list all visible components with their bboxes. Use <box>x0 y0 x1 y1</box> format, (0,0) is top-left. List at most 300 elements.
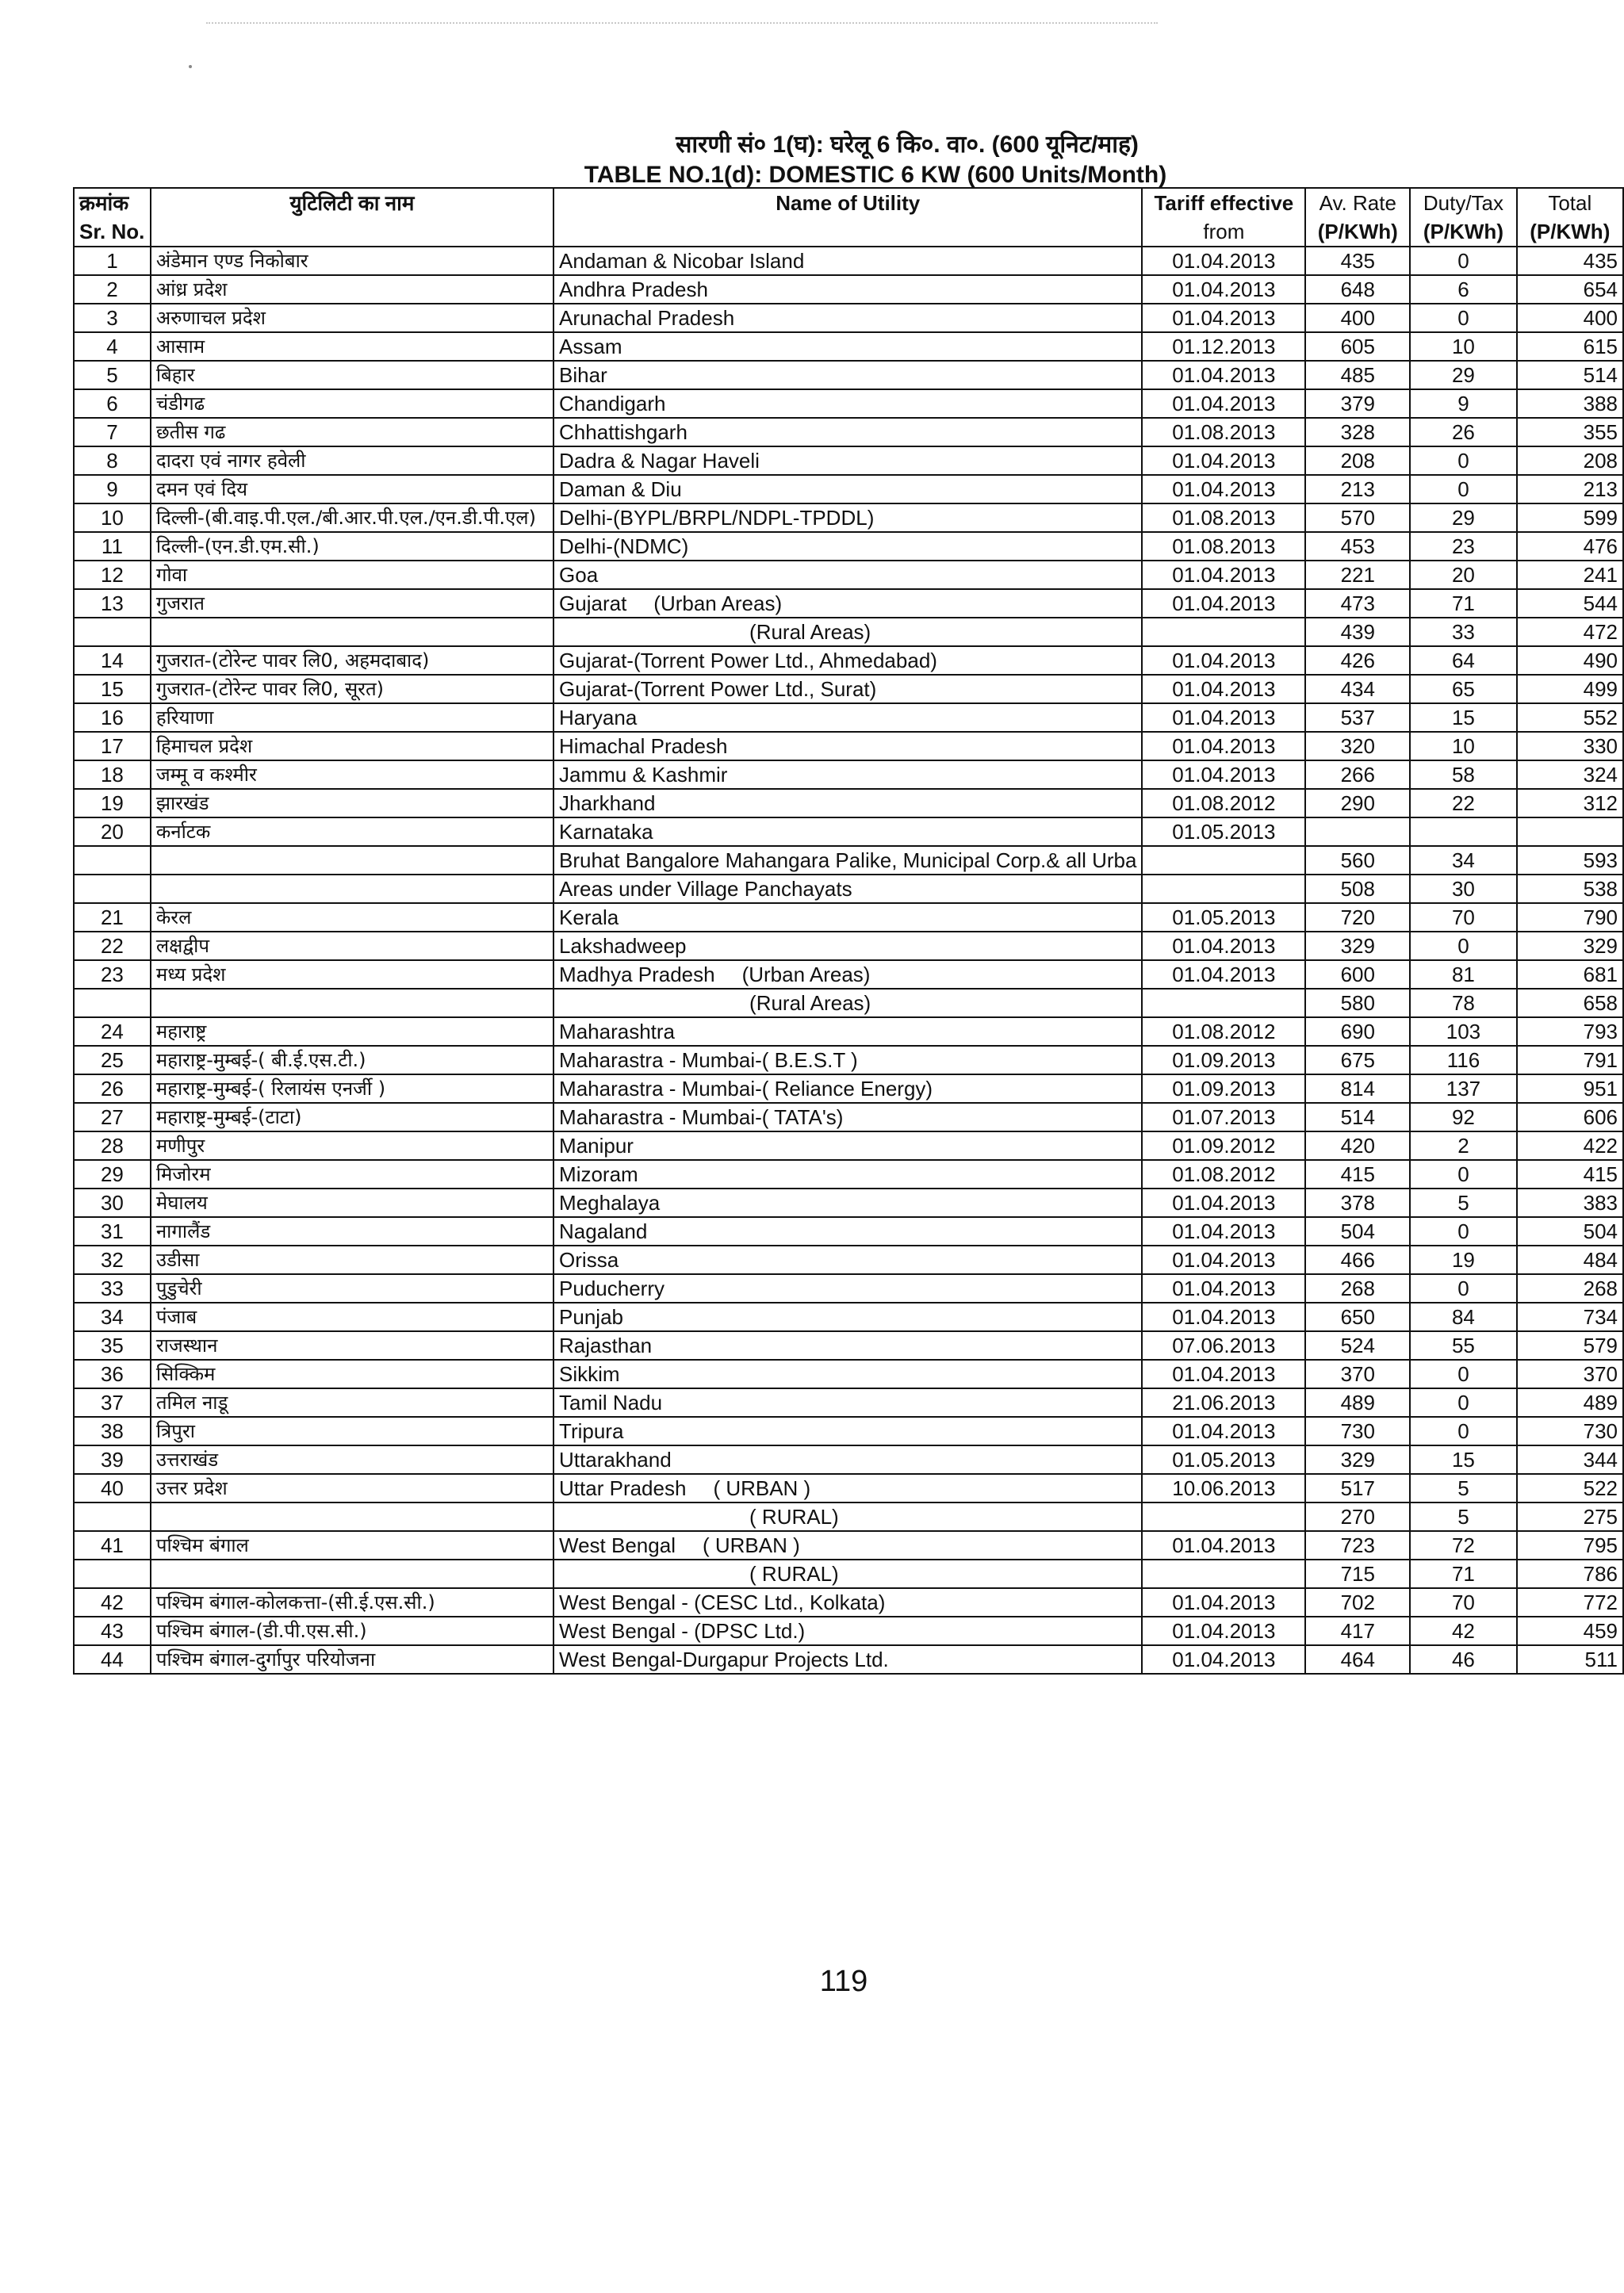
utility-english-name: Karnataka <box>559 820 653 844</box>
cell-utility-english <box>553 1445 1142 1474</box>
table-row <box>74 618 1623 646</box>
cell-utility-hindi: नागालैंड <box>151 1217 553 1246</box>
cell-av-rate: 378 <box>1305 1189 1410 1217</box>
cell-sr-no: 6 <box>74 389 151 418</box>
cell-total: 499 <box>1517 675 1623 703</box>
utility-english-name: Gujarat <box>559 591 627 615</box>
cell-total: 459 <box>1517 1617 1623 1645</box>
cell-av-rate: 453 <box>1305 532 1410 561</box>
cell-av-rate: 320 <box>1305 732 1410 760</box>
cell-duty-tax: 64 <box>1410 646 1516 675</box>
cell-duty-tax: 71 <box>1410 589 1516 618</box>
table-row <box>74 760 1623 789</box>
cell-av-rate: 426 <box>1305 646 1410 675</box>
cell-sr-no: 42 <box>74 1588 151 1617</box>
cell-total: 654 <box>1517 275 1623 304</box>
cell-sr-no: 26 <box>74 1074 151 1103</box>
table-row <box>74 1388 1623 1417</box>
cell-utility-hindi: सिक्किम <box>151 1360 553 1388</box>
cell-duty-tax: 5 <box>1410 1503 1516 1531</box>
utility-english-name: Tamil Nadu <box>559 1391 663 1414</box>
cell-av-rate: 400 <box>1305 304 1410 332</box>
cell-utility-hindi <box>151 618 553 646</box>
cell-duty-tax: 23 <box>1410 532 1516 561</box>
cell-duty-tax: 0 <box>1410 932 1516 960</box>
cell-duty-tax: 26 <box>1410 418 1516 446</box>
cell-total: 400 <box>1517 304 1623 332</box>
cell-duty-tax: 0 <box>1410 475 1516 503</box>
cell-utility-hindi: हिमाचल प्रदेश <box>151 732 553 760</box>
cell-utility-hindi: उडीसा <box>151 1246 553 1274</box>
utility-english-name: Delhi-(NDMC) <box>559 534 689 558</box>
cell-duty-tax: 29 <box>1410 361 1516 389</box>
cell-utility-hindi: पश्चिम बंगाल <box>151 1531 553 1560</box>
cell-tariff-date: 01.09.2012 <box>1142 1131 1305 1160</box>
cell-duty-tax: 6 <box>1410 275 1516 304</box>
cell-sr-no: 34 <box>74 1303 151 1331</box>
cell-sr-no: 16 <box>74 703 151 732</box>
utility-english-name: Delhi-(BYPL/BRPL/NDPL-TPDDL) <box>559 506 875 530</box>
cell-av-rate: 508 <box>1305 875 1410 903</box>
utility-english-name: Uttarakhand <box>559 1448 672 1472</box>
cell-duty-tax: 0 <box>1410 1217 1516 1246</box>
cell-utility-hindi: आसाम <box>151 332 553 361</box>
cell-utility-hindi <box>151 1560 553 1588</box>
cell-sr-no: 13 <box>74 589 151 618</box>
cell-utility-english <box>553 1503 1142 1531</box>
cell-duty-tax: 0 <box>1410 1360 1516 1388</box>
cell-av-rate: 370 <box>1305 1360 1410 1388</box>
cell-tariff-date: 21.06.2013 <box>1142 1388 1305 1417</box>
cell-total: 324 <box>1517 760 1623 789</box>
header-total-line1: Total <box>1548 191 1592 215</box>
cell-utility-hindi: मणीपुर <box>151 1131 553 1160</box>
cell-utility-hindi <box>151 846 553 875</box>
cell-tariff-date: 01.04.2013 <box>1142 1217 1305 1246</box>
cell-utility-english <box>553 1360 1142 1388</box>
cell-utility-hindi: दमन एवं दिय <box>151 475 553 503</box>
cell-utility-hindi: गुजरात-(टोरेन्ट पावर लि0, अहमदाबाद) <box>151 646 553 675</box>
cell-av-rate <box>1305 817 1410 846</box>
cell-tariff-date: 01.08.2012 <box>1142 1017 1305 1046</box>
cell-sr-no: 40 <box>74 1474 151 1503</box>
table-row <box>74 275 1623 304</box>
cell-sr-no: 4 <box>74 332 151 361</box>
cell-utility-english <box>553 903 1142 932</box>
cell-duty-tax: 9 <box>1410 389 1516 418</box>
cell-sr-no: 27 <box>74 1103 151 1131</box>
cell-utility-hindi <box>151 875 553 903</box>
cell-av-rate: 485 <box>1305 361 1410 389</box>
utility-english-name: Bihar <box>559 363 607 387</box>
cell-total: 658 <box>1517 989 1623 1017</box>
utility-area-qualifier: (Rural Areas) <box>749 991 871 1015</box>
cell-tariff-date: 01.04.2013 <box>1142 1531 1305 1560</box>
cell-utility-english <box>553 760 1142 789</box>
utility-english-name: Meghalaya <box>559 1191 661 1215</box>
cell-duty-tax: 81 <box>1410 960 1516 989</box>
cell-total: 772 <box>1517 1588 1623 1617</box>
cell-sr-no <box>74 846 151 875</box>
cell-duty-tax: 70 <box>1410 903 1516 932</box>
cell-tariff-date: 01.04.2013 <box>1142 960 1305 989</box>
scan-artifact-line <box>206 22 1158 25</box>
cell-utility-hindi: दिल्ली-(बी.वाइ.पी.एल./बी.आर.पी.एल./एन.डी.पी.एल) <box>151 503 553 532</box>
cell-utility-english <box>553 1417 1142 1445</box>
cell-sr-no: 3 <box>74 304 151 332</box>
utility-area-qualifier: (Urban Areas) <box>741 963 871 986</box>
cell-av-rate: 489 <box>1305 1388 1410 1417</box>
cell-tariff-date: 01.04.2013 <box>1142 760 1305 789</box>
utility-english-name: Haryana <box>559 706 638 729</box>
cell-tariff-date <box>1142 989 1305 1017</box>
header-duty-line2: (P/KWh) <box>1423 220 1503 243</box>
cell-duty-tax: 20 <box>1410 561 1516 589</box>
cell-utility-english <box>553 1331 1142 1360</box>
cell-av-rate: 504 <box>1305 1217 1410 1246</box>
table-row <box>74 503 1623 532</box>
cell-total: 951 <box>1517 1074 1623 1103</box>
cell-sr-no: 41 <box>74 1531 151 1560</box>
cell-sr-no: 5 <box>74 361 151 389</box>
cell-utility-hindi: कर्नाटक <box>151 817 553 846</box>
cell-sr-no: 20 <box>74 817 151 846</box>
table-row <box>74 1131 1623 1160</box>
utility-english-name: Orissa <box>559 1248 619 1272</box>
cell-duty-tax: 34 <box>1410 846 1516 875</box>
cell-sr-no: 25 <box>74 1046 151 1074</box>
cell-total: 330 <box>1517 732 1623 760</box>
cell-utility-english <box>553 589 1142 618</box>
utility-english-name: Puducherry <box>559 1277 665 1300</box>
table-title-english: TABLE NO.1(d): DOMESTIC 6 KW (600 Units/Month) <box>584 162 1167 188</box>
cell-utility-hindi: तमिल नाडू <box>151 1388 553 1417</box>
utility-english-name: Maharashtra <box>559 1020 675 1043</box>
cell-total: 415 <box>1517 1160 1623 1189</box>
cell-total: 793 <box>1517 1017 1623 1046</box>
cell-utility-english <box>553 1617 1142 1645</box>
cell-av-rate: 434 <box>1305 675 1410 703</box>
cell-tariff-date <box>1142 846 1305 875</box>
table-row <box>74 332 1623 361</box>
cell-utility-hindi: पश्चिम बंगाल-दुर्गापुर परियोजना <box>151 1645 553 1674</box>
utility-english-name: Punjab <box>559 1305 623 1329</box>
cell-utility-english <box>553 817 1142 846</box>
cell-total: 544 <box>1517 589 1623 618</box>
header-duty-line1: Duty/Tax <box>1423 191 1504 215</box>
cell-duty-tax: 33 <box>1410 618 1516 646</box>
cell-utility-english <box>553 503 1142 532</box>
tariff-table <box>73 187 1624 1675</box>
table-row <box>74 1474 1623 1503</box>
cell-tariff-date: 07.06.2013 <box>1142 1331 1305 1360</box>
cell-tariff-date: 01.08.2012 <box>1142 789 1305 817</box>
cell-sr-no <box>74 1560 151 1588</box>
cell-duty-tax: 46 <box>1410 1645 1516 1674</box>
utility-area-qualifier: ( URBAN ) <box>713 1476 811 1500</box>
cell-duty-tax: 0 <box>1410 304 1516 332</box>
cell-utility-hindi: मेघालय <box>151 1189 553 1217</box>
cell-sr-no: 28 <box>74 1131 151 1160</box>
cell-tariff-date: 01.04.2013 <box>1142 1645 1305 1674</box>
cell-total: 504 <box>1517 1217 1623 1246</box>
cell-av-rate: 435 <box>1305 247 1410 275</box>
cell-av-rate: 675 <box>1305 1046 1410 1074</box>
header-av-rate <box>1305 188 1410 247</box>
utility-english-name: Jammu & Kashmir <box>559 763 728 787</box>
cell-sr-no: 18 <box>74 760 151 789</box>
cell-utility-hindi: केरल <box>151 903 553 932</box>
table-row <box>74 1417 1623 1445</box>
cell-utility-english <box>553 1189 1142 1217</box>
cell-tariff-date: 01.04.2013 <box>1142 932 1305 960</box>
table-row <box>74 561 1623 589</box>
utility-english-name: Arunachal Pradesh <box>559 306 735 330</box>
utility-english-name: Nagaland <box>559 1219 648 1243</box>
cell-total: 268 <box>1517 1274 1623 1303</box>
cell-utility-hindi: महाराष्ट्र-मुम्बई-(टाटा) <box>151 1103 553 1131</box>
cell-sr-no: 38 <box>74 1417 151 1445</box>
cell-sr-no: 12 <box>74 561 151 589</box>
cell-duty-tax: 42 <box>1410 1617 1516 1645</box>
cell-utility-english <box>553 446 1142 475</box>
cell-utility-hindi: झारखंड <box>151 789 553 817</box>
cell-utility-hindi: छतीस गढ <box>151 418 553 446</box>
cell-utility-hindi: पश्चिम बंगाल-(डी.पी.एस.सी.) <box>151 1617 553 1645</box>
table-row <box>74 646 1623 675</box>
cell-duty-tax: 29 <box>1410 503 1516 532</box>
cell-sr-no <box>74 618 151 646</box>
cell-total: 484 <box>1517 1246 1623 1274</box>
cell-tariff-date: 01.04.2013 <box>1142 1246 1305 1274</box>
cell-tariff-date: 10.06.2013 <box>1142 1474 1305 1503</box>
cell-tariff-date: 01.08.2013 <box>1142 532 1305 561</box>
cell-sr-no: 21 <box>74 903 151 932</box>
cell-utility-hindi: अरुणाचल प्रदेश <box>151 304 553 332</box>
cell-duty-tax: 58 <box>1410 760 1516 789</box>
cell-utility-hindi: महाराष्ट्र-मुम्बई-( रिलायंस एनर्जी ) <box>151 1074 553 1103</box>
cell-sr-no: 33 <box>74 1274 151 1303</box>
table-row <box>74 932 1623 960</box>
cell-total: 383 <box>1517 1189 1623 1217</box>
cell-utility-english <box>553 361 1142 389</box>
cell-duty-tax: 0 <box>1410 1417 1516 1445</box>
header-rate-line1: Av. Rate <box>1319 191 1396 215</box>
utility-english-name: Kerala <box>559 905 619 929</box>
utility-english-name: Maharastra - Mumbai-( Reliance Energy) <box>559 1077 933 1101</box>
cell-tariff-date: 01.08.2012 <box>1142 1160 1305 1189</box>
cell-duty-tax: 0 <box>1410 1388 1516 1417</box>
cell-utility-english <box>553 1388 1142 1417</box>
table-row <box>74 1645 1623 1674</box>
cell-utility-english <box>553 1560 1142 1588</box>
cell-av-rate: 650 <box>1305 1303 1410 1331</box>
cell-tariff-date <box>1142 1560 1305 1588</box>
scan-speck <box>189 65 192 68</box>
utility-area-qualifier: ( URBAN ) <box>702 1533 800 1557</box>
cell-duty-tax: 71 <box>1410 1560 1516 1588</box>
table-row <box>74 1046 1623 1074</box>
table-row <box>74 1360 1623 1388</box>
utility-english-name: Jharkhand <box>559 791 656 815</box>
cell-duty-tax: 0 <box>1410 247 1516 275</box>
cell-utility-english <box>553 646 1142 675</box>
table-row <box>74 361 1623 389</box>
cell-utility-english <box>553 247 1142 275</box>
cell-utility-english <box>553 1017 1142 1046</box>
cell-total: 208 <box>1517 446 1623 475</box>
cell-total: 355 <box>1517 418 1623 446</box>
table-row <box>74 1617 1623 1645</box>
cell-total: 606 <box>1517 1103 1623 1131</box>
cell-sr-no: 10 <box>74 503 151 532</box>
cell-total: 514 <box>1517 361 1623 389</box>
cell-total: 344 <box>1517 1445 1623 1474</box>
table-row <box>74 1189 1623 1217</box>
cell-duty-tax: 0 <box>1410 446 1516 475</box>
cell-duty-tax: 137 <box>1410 1074 1516 1103</box>
utility-english-name: Mizoram <box>559 1162 638 1186</box>
cell-utility-english <box>553 561 1142 589</box>
table-row <box>74 732 1623 760</box>
header-duty-tax <box>1410 188 1516 247</box>
cell-tariff-date: 01.12.2013 <box>1142 332 1305 361</box>
cell-total: 786 <box>1517 1560 1623 1588</box>
cell-total: 791 <box>1517 1046 1623 1074</box>
cell-av-rate: 517 <box>1305 1474 1410 1503</box>
cell-av-rate: 514 <box>1305 1103 1410 1131</box>
cell-tariff-date: 01.04.2013 <box>1142 646 1305 675</box>
utility-english-name: Dadra & Nagar Haveli <box>559 449 760 473</box>
cell-total: 370 <box>1517 1360 1623 1388</box>
utility-area-qualifier: ( RURAL) <box>749 1505 839 1529</box>
cell-tariff-date <box>1142 1503 1305 1531</box>
cell-total: 795 <box>1517 1531 1623 1560</box>
cell-utility-english <box>553 989 1142 1017</box>
header-utility-hindi: युटिलिटी का नाम <box>151 188 553 247</box>
cell-sr-no: 11 <box>74 532 151 561</box>
utility-english-name: Gujarat-(Torrent Power Ltd., Ahmedabad) <box>559 649 937 672</box>
cell-tariff-date: 01.04.2013 <box>1142 1303 1305 1331</box>
cell-total: 435 <box>1517 247 1623 275</box>
utility-english-name: Bruhat Bangalore Mahangara Palike, Municipal Corp.& all Urba <box>559 848 1137 872</box>
cell-duty-tax: 0 <box>1410 1274 1516 1303</box>
utility-english-name: West Bengal - (DPSC Ltd.) <box>559 1619 806 1643</box>
cell-tariff-date: 01.04.2013 <box>1142 389 1305 418</box>
cell-utility-hindi: हरियाणा <box>151 703 553 732</box>
table-row <box>74 703 1623 732</box>
cell-av-rate: 580 <box>1305 989 1410 1017</box>
cell-tariff-date: 01.04.2013 <box>1142 275 1305 304</box>
utility-english-name: Andaman & Nicobar Island <box>559 249 805 273</box>
table-row <box>74 304 1623 332</box>
cell-tariff-date: 01.04.2013 <box>1142 561 1305 589</box>
cell-utility-english <box>553 1246 1142 1274</box>
cell-tariff-date: 01.04.2013 <box>1142 446 1305 475</box>
cell-av-rate: 379 <box>1305 389 1410 418</box>
cell-utility-english <box>553 275 1142 304</box>
cell-total: 275 <box>1517 1503 1623 1531</box>
cell-total: 730 <box>1517 1417 1623 1445</box>
header-tariff-line1: Tariff effective <box>1154 191 1294 215</box>
table-row <box>74 1246 1623 1274</box>
cell-tariff-date: 01.07.2013 <box>1142 1103 1305 1131</box>
cell-sr-no: 17 <box>74 732 151 760</box>
cell-av-rate: 720 <box>1305 903 1410 932</box>
cell-duty-tax: 5 <box>1410 1474 1516 1503</box>
table-row <box>74 1017 1623 1046</box>
cell-tariff-date: 01.04.2013 <box>1142 703 1305 732</box>
cell-utility-hindi: आंध्र प्रदेश <box>151 275 553 304</box>
cell-tariff-date: 01.04.2013 <box>1142 1274 1305 1303</box>
cell-utility-hindi: पश्चिम बंगाल-कोलकत्ता-(सी.ई.एस.सी.) <box>151 1588 553 1617</box>
cell-tariff-date: 01.04.2013 <box>1142 1617 1305 1645</box>
cell-tariff-date: 01.04.2013 <box>1142 247 1305 275</box>
cell-sr-no: 9 <box>74 475 151 503</box>
header-rate-line2: (P/KWh) <box>1317 220 1398 243</box>
utility-english-name: Sikkim <box>559 1362 620 1386</box>
cell-total: 681 <box>1517 960 1623 989</box>
cell-av-rate: 213 <box>1305 475 1410 503</box>
cell-utility-hindi: अंडेमान एण्ड निकोबार <box>151 247 553 275</box>
cell-sr-no: 15 <box>74 675 151 703</box>
cell-total: 552 <box>1517 703 1623 732</box>
cell-tariff-date: 01.04.2013 <box>1142 304 1305 332</box>
cell-av-rate: 329 <box>1305 1445 1410 1474</box>
cell-utility-english <box>553 332 1142 361</box>
cell-tariff-date <box>1142 875 1305 903</box>
table-row <box>74 989 1623 1017</box>
header-tariff-line2: from <box>1203 220 1245 243</box>
cell-duty-tax: 19 <box>1410 1246 1516 1274</box>
cell-utility-english <box>553 960 1142 989</box>
cell-sr-no: 31 <box>74 1217 151 1246</box>
utility-english-name: Goa <box>559 563 599 587</box>
utility-english-name: West Bengal <box>559 1533 676 1557</box>
cell-utility-hindi: राजस्थान <box>151 1331 553 1360</box>
utility-english-name: Assam <box>559 335 622 358</box>
cell-utility-english <box>553 703 1142 732</box>
table-row <box>74 1303 1623 1331</box>
cell-duty-tax: 10 <box>1410 732 1516 760</box>
cell-tariff-date: 01.05.2013 <box>1142 903 1305 932</box>
cell-total: 476 <box>1517 532 1623 561</box>
cell-av-rate: 524 <box>1305 1331 1410 1360</box>
cell-utility-english <box>553 1588 1142 1617</box>
cell-tariff-date: 01.09.2013 <box>1142 1074 1305 1103</box>
cell-utility-hindi: गुजरात <box>151 589 553 618</box>
cell-utility-hindi: उत्तराखंड <box>151 1445 553 1474</box>
cell-total: 593 <box>1517 846 1623 875</box>
cell-av-rate: 702 <box>1305 1588 1410 1617</box>
cell-duty-tax: 78 <box>1410 989 1516 1017</box>
cell-utility-english <box>553 389 1142 418</box>
cell-sr-no: 8 <box>74 446 151 475</box>
cell-av-rate: 600 <box>1305 960 1410 989</box>
cell-tariff-date: 01.04.2013 <box>1142 1189 1305 1217</box>
cell-total: 599 <box>1517 503 1623 532</box>
utility-english-name: West Bengal - (CESC Ltd., Kolkata) <box>559 1591 886 1614</box>
cell-utility-hindi: त्रिपुरा <box>151 1417 553 1445</box>
cell-utility-hindi <box>151 989 553 1017</box>
utility-english-name: Uttar Pradesh <box>559 1476 687 1500</box>
cell-utility-english <box>553 1645 1142 1674</box>
cell-av-rate: 290 <box>1305 789 1410 817</box>
cell-av-rate: 715 <box>1305 1560 1410 1588</box>
cell-sr-no: 22 <box>74 932 151 960</box>
cell-utility-hindi: उत्तर प्रदेश <box>151 1474 553 1503</box>
table-body <box>74 247 1623 1674</box>
